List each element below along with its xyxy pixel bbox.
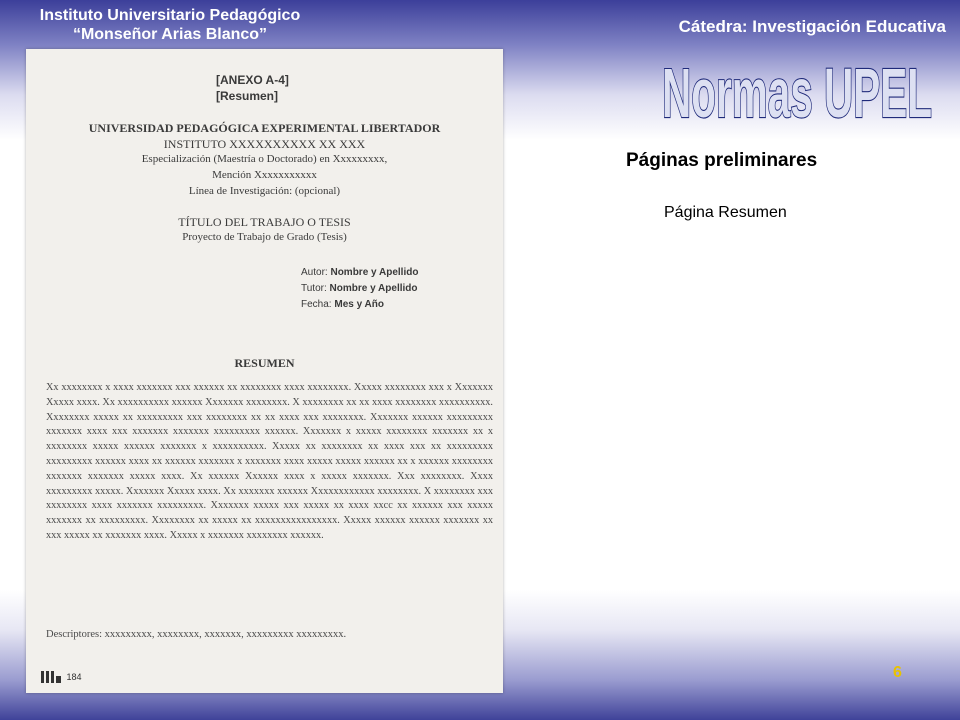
document-page-image (26, 49, 503, 693)
tutor-line (301, 283, 418, 294)
logo-text: Normas UPEL (662, 55, 932, 130)
author-label: Autor: (301, 267, 328, 278)
annex-line-1: [ANEXO A-4] (216, 73, 289, 87)
section-title: Páginas preliminares (626, 150, 818, 171)
author-line (301, 267, 418, 278)
normas-upel-logo (655, 55, 940, 130)
publisher-mark-icon (40, 670, 62, 684)
section-subtitle: Página Resumen (664, 204, 787, 221)
page-footer (40, 668, 100, 684)
date-line (301, 299, 384, 310)
institution-name (0, 6, 340, 44)
specialization: Especialización (Maestría o Doctorado) en Xxxxxxxxx, (141, 153, 388, 165)
research-line: Línea de Investigación: (opcional) (188, 185, 341, 197)
tutor-value: Nombre y Apellido (329, 283, 418, 294)
summary-body: Xx xxxxxxxx x xxxx xxxxxxx xxx xxxxxx xx xxxxxxxx xxxx xxxxxxxx. Xxxxx xxxxxxxx xxx x Xxxxxxx Xxxxx xxxx. Xx xxxxxxxxxx xxxxxx Xxxxxxx xxxxxxxx. X xxxxxxxx xx xx xxxx xxxxxxxx xxxxxxxxxx. Xxxxxxxx xxxxx xx xxxxxxxxx xxx xxxxxxxx xx xx xxxx xxx xxxxxxxx. Xxxxxxx xxxxxx xxxxxxxxx xxxxxxx xxxx xxx xxxxxxx xxxxxxx xxxxxxxxx xxxxxx. Xxxxxxx x xxxxx xxxxxxxx xxxxxxx xx x xxxxxxxx xxxxx xxxxxx xxxxxxx x xxxxxxxxxx. Xxxxx xx xxxxxxxx xx xxxx xxx xx xxxxxxxxx xxxxxxxxx xxxxxx xxxx xx xxxxxx xxxxxxx x xxxxxxx xxxx xxxxx xxxxx xxxxxx xx x xxxxxx xxxxxxxx xxxxxxx xxxxxxx xxxxx xxxx. Xx xxxxxx Xxxxxx xxxx x xxxxx xxxxxxx. Xxx xxxxxxxx. Xxxx xxxxxxxxx xxxxx. Xxxxxxx Xxxxx xxxx. Xx xxxxxxx xxxxxx Xxxxxxxxxxxx xxxxxxxx. X xxxxxxxx xxx xxxxxxxx xxxx xxxxxxx xxxxxxxxx. Xxxxxxx xxxxx xxx xxxxx xx xxxx xxcc xx xxxxxx xxx xxxxx xxxxxxx xx xxxxxxxxx. Xxxxxxxx xx xxxxx xx xxxxxxxxxxxxxxxx. Xxxxx xxxxxx xxxxxx xxxxxxx xx xxx xxxxx xx xxxxxxx xxxx. Xxxxx x xxxxxxx xxxxxxxx xxxxxx. (46, 382, 493, 541)
slide-number: 6 (893, 664, 902, 681)
institution-line-2: “Monseñor Arias Blanco” (72, 26, 268, 43)
date-label: Fecha: (301, 299, 332, 310)
author-value: Nombre y Apellido (330, 267, 419, 278)
institution-line-1: Instituto Universitario Pedagógico (39, 7, 301, 24)
tutor-label: Tutor: (301, 283, 327, 294)
document-page-number: 184 (66, 671, 82, 682)
annex-line-2: [Resumen] (216, 89, 279, 103)
descriptors: Descriptores: xxxxxxxxx, xxxxxxxx, xxxxxxx, xxxxxxxxx xxxxxxxxx. (46, 629, 347, 640)
thesis-title: TÍTULO DEL TRABAJO O TESIS (178, 215, 351, 229)
date-value: Mes y Año (334, 299, 384, 310)
thesis-subtitle: Proyecto de Trabajo de Grado (Tesis) (182, 231, 347, 243)
chair-title: Cátedra: Investigación Educativa (678, 17, 946, 36)
summary-heading: RESUMEN (234, 356, 295, 370)
institute-name: INSTITUTO XXXXXXXXXX XX XXX (163, 137, 366, 151)
university-name: UNIVERSIDAD PEDAGÓGICA EXPERIMENTAL LIBERTADOR (88, 121, 441, 135)
mention: Mención Xxxxxxxxxxx (212, 169, 317, 181)
